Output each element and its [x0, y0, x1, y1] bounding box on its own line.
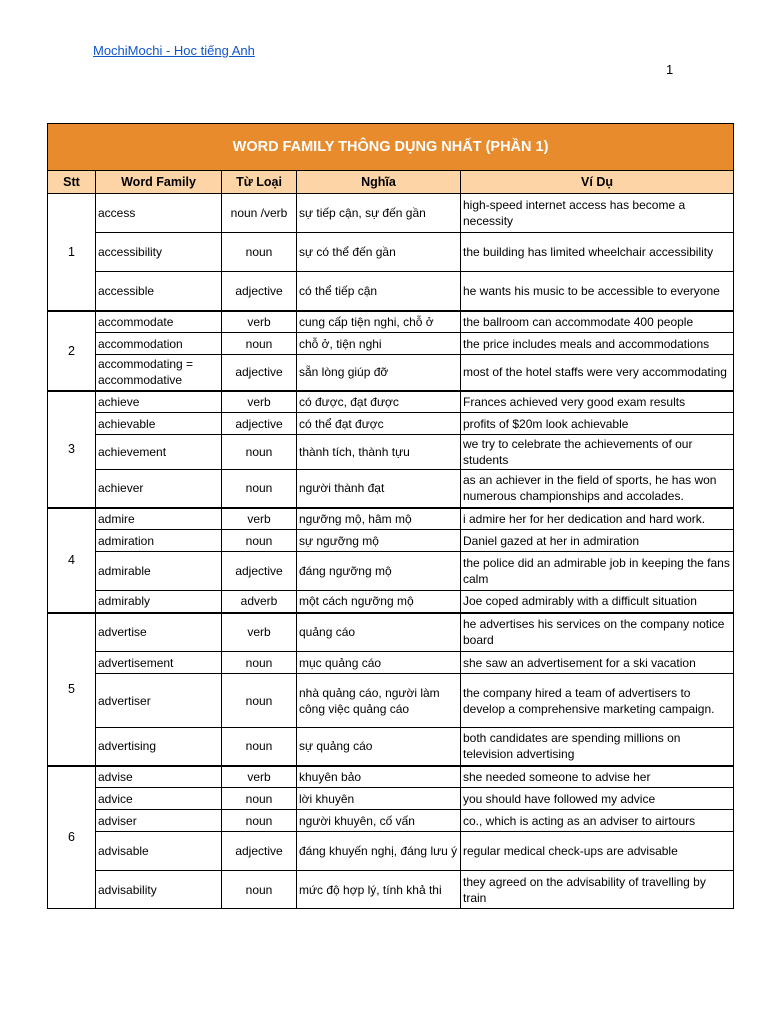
- word-cell: accommodating = accommodative: [96, 355, 222, 391]
- word-cell: advice: [96, 788, 222, 810]
- table-row: [48, 652, 734, 674]
- word-type-cell: noun: [222, 674, 297, 728]
- word-cell: advertiser: [96, 674, 222, 728]
- word-type-cell: adjective: [222, 355, 297, 391]
- meaning-cell: chỗ ở, tiện nghi: [297, 333, 461, 355]
- word-cell: admiration: [96, 530, 222, 552]
- word-cell: accessibility: [96, 233, 222, 272]
- example-cell: the building has limited wheelchair accessibility: [461, 233, 734, 272]
- table-row: [48, 333, 734, 355]
- meaning-cell: cung cấp tiện nghi, chỗ ở: [297, 311, 461, 333]
- word-cell: advise: [96, 766, 222, 788]
- stt-cell: 4: [48, 508, 96, 613]
- word-type-cell: noun /verb: [222, 194, 297, 233]
- word-cell: accommodation: [96, 333, 222, 355]
- example-cell: both candidates are spending millions on television advertising: [461, 728, 734, 766]
- table-row: [48, 552, 734, 591]
- table-row: [48, 766, 734, 788]
- table-row: [48, 728, 734, 766]
- column-header-word-family: Word Family: [96, 171, 222, 194]
- stt-cell: 3: [48, 391, 96, 508]
- word-type-cell: noun: [222, 333, 297, 355]
- word-type-cell: adjective: [222, 552, 297, 591]
- table-row: [48, 530, 734, 552]
- word-type-cell: verb: [222, 508, 297, 530]
- word-cell: advertisement: [96, 652, 222, 674]
- example-cell: co., which is acting as an adviser to airtours: [461, 810, 734, 832]
- meaning-cell: có thể tiếp cận: [297, 272, 461, 311]
- table-row: [48, 810, 734, 832]
- word-cell: achiever: [96, 470, 222, 508]
- table-row: [48, 435, 734, 470]
- table-row: [48, 613, 734, 652]
- column-header-example: Ví Dụ: [461, 171, 734, 194]
- word-cell: advertising: [96, 728, 222, 766]
- word-type-cell: noun: [222, 435, 297, 470]
- word-type-cell: verb: [222, 613, 297, 652]
- meaning-cell: nhà quảng cáo, người làm công việc quảng cáo: [297, 674, 461, 728]
- table-row: [48, 508, 734, 530]
- word-type-cell: noun: [222, 788, 297, 810]
- word-cell: achievement: [96, 435, 222, 470]
- meaning-cell: người thành đạt: [297, 470, 461, 508]
- meaning-cell: mức độ hợp lý, tính khả thi: [297, 871, 461, 909]
- example-cell: high-speed internet access has become a necessity: [461, 194, 734, 233]
- meaning-cell: ngưỡng mộ, hâm mộ: [297, 508, 461, 530]
- column-header-word-type: Từ Loại: [222, 171, 297, 194]
- example-cell: i admire her for her dedication and hard work.: [461, 508, 734, 530]
- meaning-cell: thành tích, thành tựu: [297, 435, 461, 470]
- word-cell: achieve: [96, 391, 222, 413]
- word-type-cell: noun: [222, 728, 297, 766]
- meaning-cell: đáng khuyến nghị, đáng lưu ý: [297, 832, 461, 871]
- word-type-cell: verb: [222, 311, 297, 333]
- meaning-cell: khuyên bảo: [297, 766, 461, 788]
- meaning-cell: sự quảng cáo: [297, 728, 461, 766]
- word-type-cell: adjective: [222, 832, 297, 871]
- word-type-cell: adjective: [222, 272, 297, 311]
- table-row: [48, 311, 734, 333]
- word-cell: advertise: [96, 613, 222, 652]
- word-cell: access: [96, 194, 222, 233]
- word-type-cell: noun: [222, 810, 297, 832]
- table-row: [48, 413, 734, 435]
- stt-cell: 2: [48, 311, 96, 391]
- meaning-cell: người khuyên, cố vấn: [297, 810, 461, 832]
- word-type-cell: verb: [222, 391, 297, 413]
- meaning-cell: sự có thể đến gần: [297, 233, 461, 272]
- example-cell: profits of $20m look achievable: [461, 413, 734, 435]
- stt-cell: 5: [48, 613, 96, 766]
- word-cell: achievable: [96, 413, 222, 435]
- meaning-cell: mục quảng cáo: [297, 652, 461, 674]
- example-cell: Daniel gazed at her in admiration: [461, 530, 734, 552]
- word-cell: admirable: [96, 552, 222, 591]
- table-row: [48, 591, 734, 613]
- meaning-cell: sự ngưỡng mộ: [297, 530, 461, 552]
- example-cell: he advertises his services on the company notice board: [461, 613, 734, 652]
- example-cell: Frances achieved very good exam results: [461, 391, 734, 413]
- example-cell: most of the hotel staffs were very accommodating: [461, 355, 734, 391]
- word-cell: accommodate: [96, 311, 222, 333]
- word-type-cell: verb: [222, 766, 297, 788]
- word-cell: admire: [96, 508, 222, 530]
- meaning-cell: có được, đạt được: [297, 391, 461, 413]
- example-cell: you should have followed my advice: [461, 788, 734, 810]
- table-row: [48, 674, 734, 728]
- stt-cell: 6: [48, 766, 96, 909]
- example-cell: the police did an admirable job in keeping the fans calm: [461, 552, 734, 591]
- word-type-cell: noun: [222, 530, 297, 552]
- table-row: [48, 470, 734, 508]
- example-cell: they agreed on the advisability of travelling by train: [461, 871, 734, 909]
- word-type-cell: noun: [222, 652, 297, 674]
- example-cell: she saw an advertisement for a ski vacation: [461, 652, 734, 674]
- table-title: WORD FAMILY THÔNG DỤNG NHẤT (PHẦN 1): [48, 124, 734, 171]
- meaning-cell: sẵn lòng giúp đỡ: [297, 355, 461, 391]
- table-row: [48, 355, 734, 391]
- example-cell: we try to celebrate the achievements of our students: [461, 435, 734, 470]
- column-header-meaning: Nghĩa: [297, 171, 461, 194]
- stt-cell: 1: [48, 194, 96, 311]
- table-row: [48, 832, 734, 871]
- meaning-cell: sự tiếp cận, sự đến gần: [297, 194, 461, 233]
- table-row: [48, 788, 734, 810]
- meaning-cell: quảng cáo: [297, 613, 461, 652]
- column-header-stt: Stt: [48, 171, 96, 194]
- table-row: [48, 272, 734, 311]
- word-type-cell: adverb: [222, 591, 297, 613]
- page-number: 1: [666, 62, 674, 77]
- meaning-cell: lời khuyên: [297, 788, 461, 810]
- word-type-cell: noun: [222, 871, 297, 909]
- word-cell: advisability: [96, 871, 222, 909]
- example-cell: as an achiever in the field of sports, he has won numerous championships and accolades.: [461, 470, 734, 508]
- example-cell: the company hired a team of advertisers to develop a comprehensive marketing campaign.: [461, 674, 734, 728]
- example-cell: she needed someone to advise her: [461, 766, 734, 788]
- meaning-cell: đáng ngưỡng mộ: [297, 552, 461, 591]
- table-row: [48, 194, 734, 233]
- example-cell: Joe coped admirably with a difficult situation: [461, 591, 734, 613]
- meaning-cell: có thể đạt được: [297, 413, 461, 435]
- word-cell: admirably: [96, 591, 222, 613]
- word-type-cell: noun: [222, 470, 297, 508]
- word-cell: adviser: [96, 810, 222, 832]
- example-cell: he wants his music to be accessible to everyone: [461, 272, 734, 311]
- table-row: [48, 391, 734, 413]
- example-cell: the price includes meals and accommodations: [461, 333, 734, 355]
- table-row: [48, 233, 734, 272]
- word-cell: advisable: [96, 832, 222, 871]
- example-cell: regular medical check-ups are advisable: [461, 832, 734, 871]
- column-header-row: [48, 171, 734, 194]
- meaning-cell: một cách ngưỡng mộ: [297, 591, 461, 613]
- table-row: [48, 871, 734, 909]
- word-type-cell: adjective: [222, 413, 297, 435]
- word-family-table: [47, 123, 734, 909]
- table-body: [48, 194, 734, 909]
- example-cell: the ballroom can accommodate 400 people: [461, 311, 734, 333]
- word-type-cell: noun: [222, 233, 297, 272]
- header-link[interactable]: MochiMochi - Hoc tiếng Anh: [93, 43, 255, 58]
- word-cell: accessible: [96, 272, 222, 311]
